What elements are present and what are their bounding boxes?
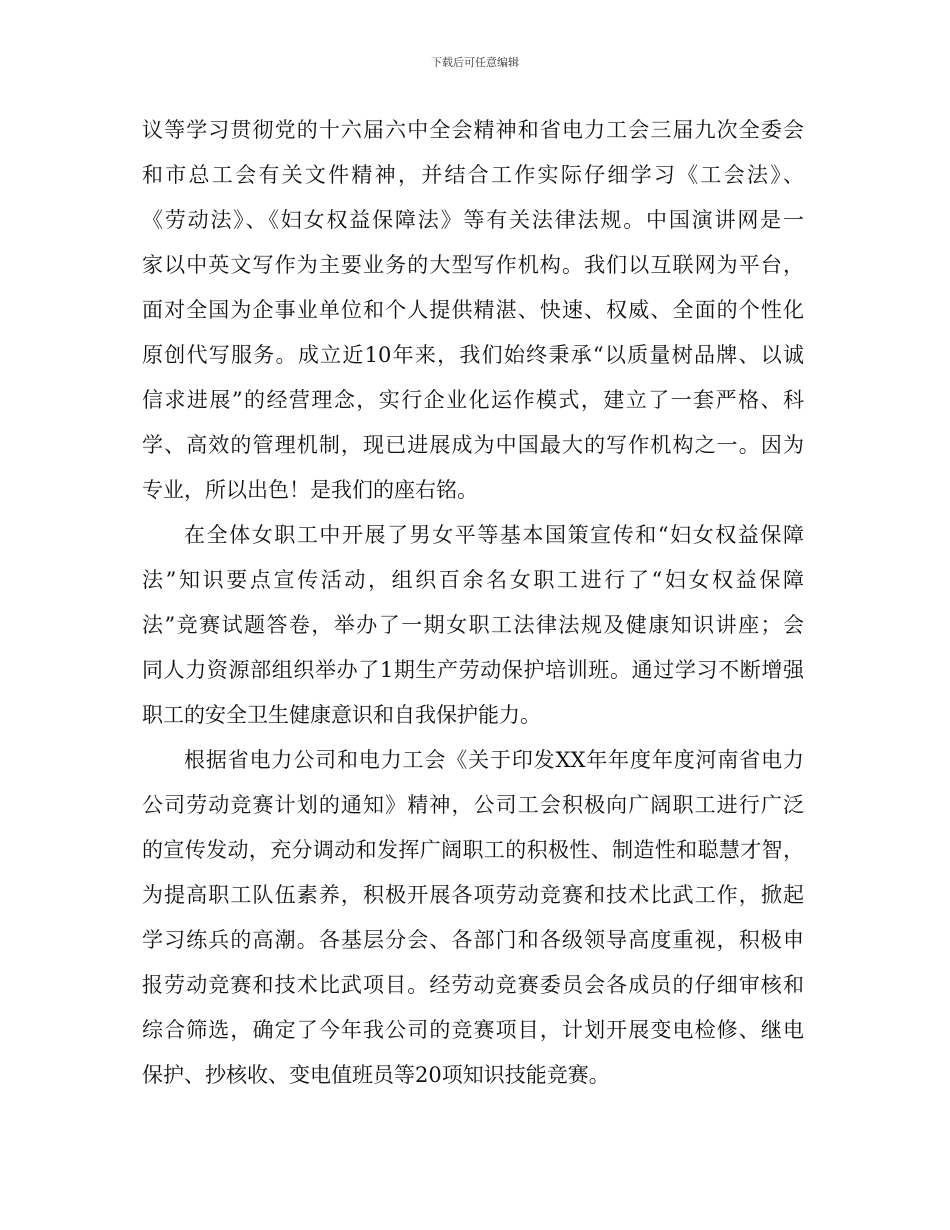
- text-line: 学习练兵的高潮。各基层分会、各部门和各级领导高度重视，积极申: [142, 928, 804, 952]
- text-line: 职工的安全卫生健康意识和自我保护能力。: [142, 703, 541, 727]
- text-line: 为提高职工队伍素养，积极开展各项劳动竞赛和技术比武工作，掀起: [142, 883, 804, 907]
- text-line: 面对全国为企事业单位和个人提供精湛、快速、权威、全面的个性化: [142, 298, 804, 322]
- text-line: 原创代写服务。成立近10年来，我们始终秉承“以质量树品牌、以诚: [142, 343, 804, 367]
- text-line: 保护、抄核收、变电值班员等20项知识技能竞赛。: [142, 1063, 610, 1087]
- document-body: [142, 108, 804, 1098]
- paragraph-first-line: 根据省电力公司和电力工会《关于印发XX年年度年度河南省电力: [184, 748, 804, 772]
- text-line: 家以中英文写作为主要业务的大型写作机构。我们以互联网为平台，: [142, 253, 804, 277]
- text-line: 法”知识要点宣传活动，组织百余名女职工进行了“妇女权益保障: [142, 568, 804, 592]
- text-line: 专业，所以出色！是我们的座右铭。: [142, 478, 478, 502]
- page-header-note: 下载后可任意编辑: [431, 56, 519, 69]
- text-line: 综合筛选，确定了今年我公司的竞赛项目，计划开展变电检修、继电: [142, 1018, 804, 1042]
- text-line: 的宣传发动，充分调动和发挥广阔职工的积极性、制造性和聪慧才智，: [142, 838, 804, 862]
- text-line: 法”竞赛试题答卷，举办了一期女职工法律法规及健康知识讲座；会: [142, 613, 804, 637]
- text-line: 同人力资源部组织举办了1期生产劳动保护培训班。通过学习不断增强: [142, 658, 804, 682]
- text-line: 《劳动法》、《妇女权益保障法》等有关法律法规。中国演讲网是一: [142, 208, 804, 232]
- text-line: 公司劳动竞赛计划的通知》精神，公司工会积极向广阔职工进行广泛: [142, 793, 804, 817]
- text-line: 学、高效的管理机制，现已进展成为中国最大的写作机构之一。因为: [142, 433, 804, 457]
- text-line: 议等学习贯彻党的十六届六中全会精神和省电力工会三届九次全委会: [142, 118, 804, 142]
- paragraph-first-line: 在全体女职工中开展了男女平等基本国策宣传和“妇女权益保障: [184, 523, 804, 547]
- text-line: 信求进展”的经营理念，实行企业化运作模式，建立了一套严格、科: [142, 388, 804, 412]
- text-line: 报劳动竞赛和技术比武项目。经劳动竞赛委员会各成员的仔细审核和: [142, 973, 804, 997]
- text-line: 和市总工会有关文件精神，并结合工作实际仔细学习《工会法》、: [142, 163, 804, 187]
